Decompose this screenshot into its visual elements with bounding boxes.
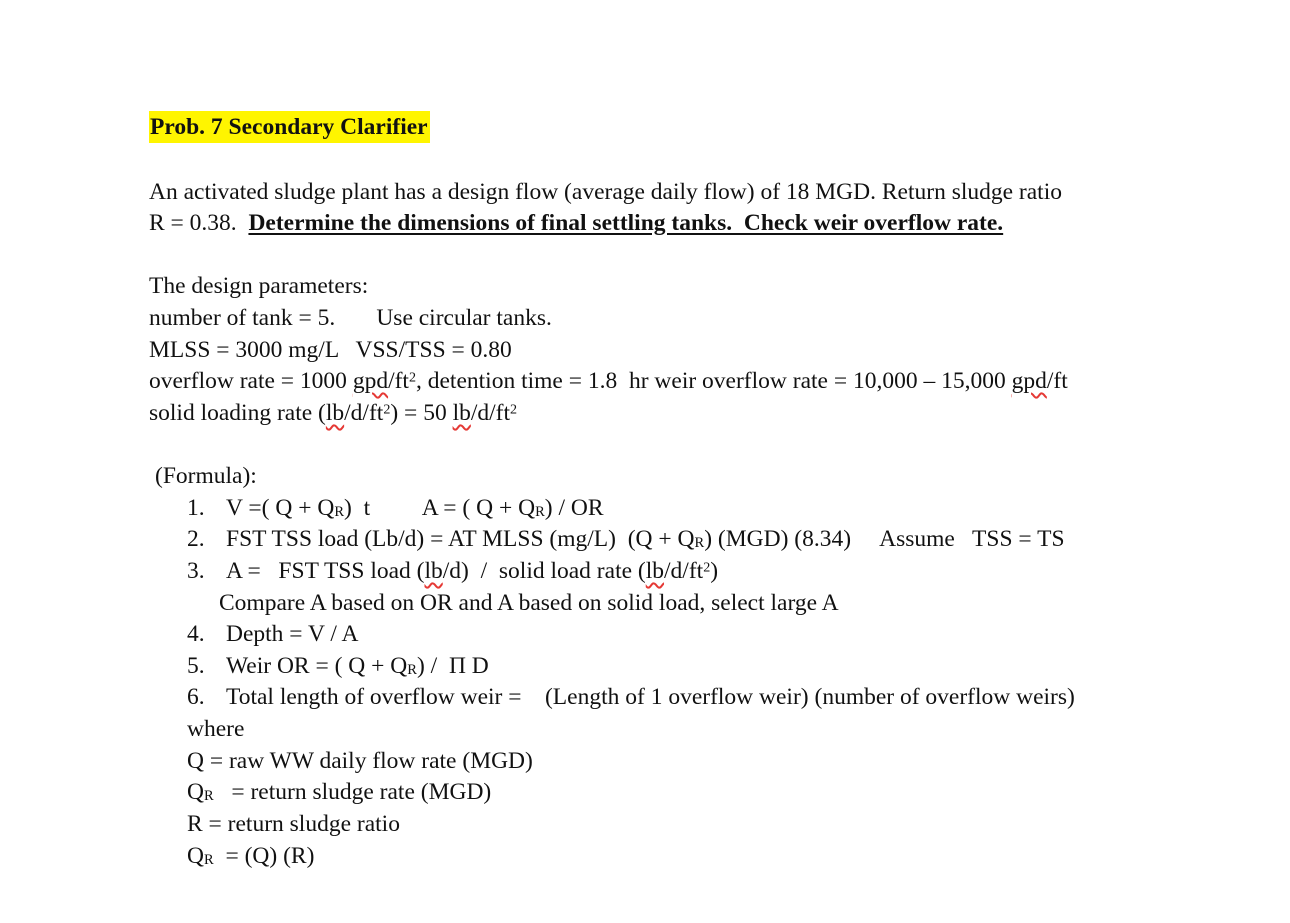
subscript: R xyxy=(334,504,345,521)
formula-item-3 xyxy=(187,560,718,584)
definition-qr-formula xyxy=(187,845,314,869)
text: /d/ft xyxy=(664,558,704,584)
text: Q xyxy=(187,843,204,869)
problem-line-1: An activated sludge plant has a design flow (average daily flow) of 18 MGD. Return sludge ratio xyxy=(149,179,1062,205)
list-number: 5. xyxy=(187,653,205,679)
text: ) / OR xyxy=(544,495,604,521)
problem-ratio: R = 0.38. xyxy=(149,210,249,236)
text: Q = raw WW daily flow rate (MGD) xyxy=(187,748,533,774)
spell-flag: lb xyxy=(452,400,471,426)
text: V =( Q + Q xyxy=(226,495,335,521)
text: ) t A = ( Q + Q xyxy=(344,495,536,521)
text: /d) / solid load rate ( xyxy=(442,558,646,584)
spell-flag: gpd xyxy=(1011,368,1047,394)
params-mlss: MLSS = 3000 mg/L VSS/TSS = 0.80 xyxy=(149,337,512,363)
text: Q xyxy=(187,779,204,805)
text: , detention time = 1.8 hr weir overflow rate = 10,000 – 15,000 xyxy=(416,368,1012,394)
text: Depth = V / A xyxy=(226,621,359,647)
params-tanks: number of tank = 5. Use circular tanks. xyxy=(149,305,552,331)
text: = (Q) (R) xyxy=(213,843,315,869)
text: = return sludge rate (MGD) xyxy=(213,779,492,805)
problem-task: Determine the dimensions of final settling tanks. Check weir overflow rate. xyxy=(248,210,1004,236)
formula-compare-note: Compare A based on OR and A based on solid load, select large A xyxy=(219,590,839,616)
text: ) xyxy=(710,558,719,584)
list-number: 6. xyxy=(187,684,205,710)
text: /d/ft xyxy=(470,400,511,426)
formula-item-4 xyxy=(187,623,359,647)
text: /ft xyxy=(1046,368,1068,394)
text: /ft xyxy=(388,368,409,394)
text: /d/ft xyxy=(344,400,384,426)
formula-heading: (Formula): xyxy=(155,463,257,489)
spell-flag: lb xyxy=(325,400,345,426)
definition-r xyxy=(187,813,400,837)
spell-flag: lb xyxy=(424,558,443,584)
superscript: 2 xyxy=(510,401,518,418)
subscript: R xyxy=(203,852,214,869)
params-heading: The design parameters: xyxy=(149,273,369,299)
text: Total length of overflow weir = (Length of 1 overflow weir) (number of overflow weirs) xyxy=(226,684,1075,710)
text: overflow rate = 1000 xyxy=(149,368,353,394)
text: Weir OR = ( Q + Q xyxy=(226,653,408,679)
text: R = return sludge ratio xyxy=(187,811,400,837)
definition-qr xyxy=(187,781,491,805)
page-title: Prob. 7 Secondary Clarifier xyxy=(149,111,430,143)
text: ) = 50 xyxy=(390,400,453,426)
superscript: 2 xyxy=(408,369,416,386)
formula-where: where xyxy=(187,716,245,742)
formula-item-5 xyxy=(187,655,489,679)
text: ) / Π D xyxy=(416,653,489,679)
subscript: R xyxy=(535,504,545,521)
subscript: R xyxy=(203,788,214,805)
text: FST TSS load (Lb/d) = AT MLSS (mg/L) (Q + Q xyxy=(226,526,695,552)
superscript: 2 xyxy=(703,559,711,576)
formula-item-2 xyxy=(187,528,1065,552)
params-overflow xyxy=(149,370,1068,394)
text: solid loading rate ( xyxy=(149,400,326,426)
formula-item-1 xyxy=(187,497,604,521)
list-number: 4. xyxy=(187,621,205,647)
definition-q xyxy=(187,750,533,774)
problem-line-2 xyxy=(149,212,1003,236)
spell-flag: lb xyxy=(645,558,665,584)
list-number: 2. xyxy=(187,526,205,552)
text: A = FST TSS load ( xyxy=(226,558,425,584)
superscript: 2 xyxy=(383,401,391,418)
text: ) (MGD) (8.34) Assume TSS = TS xyxy=(704,526,1065,552)
list-number: 3. xyxy=(187,558,205,584)
params-solid-loading xyxy=(149,402,517,426)
subscript: R xyxy=(407,662,417,679)
spell-flag: gpd xyxy=(352,368,389,394)
subscript: R xyxy=(694,535,705,552)
formula-item-6 xyxy=(187,686,1075,710)
list-number: 1. xyxy=(187,495,205,521)
